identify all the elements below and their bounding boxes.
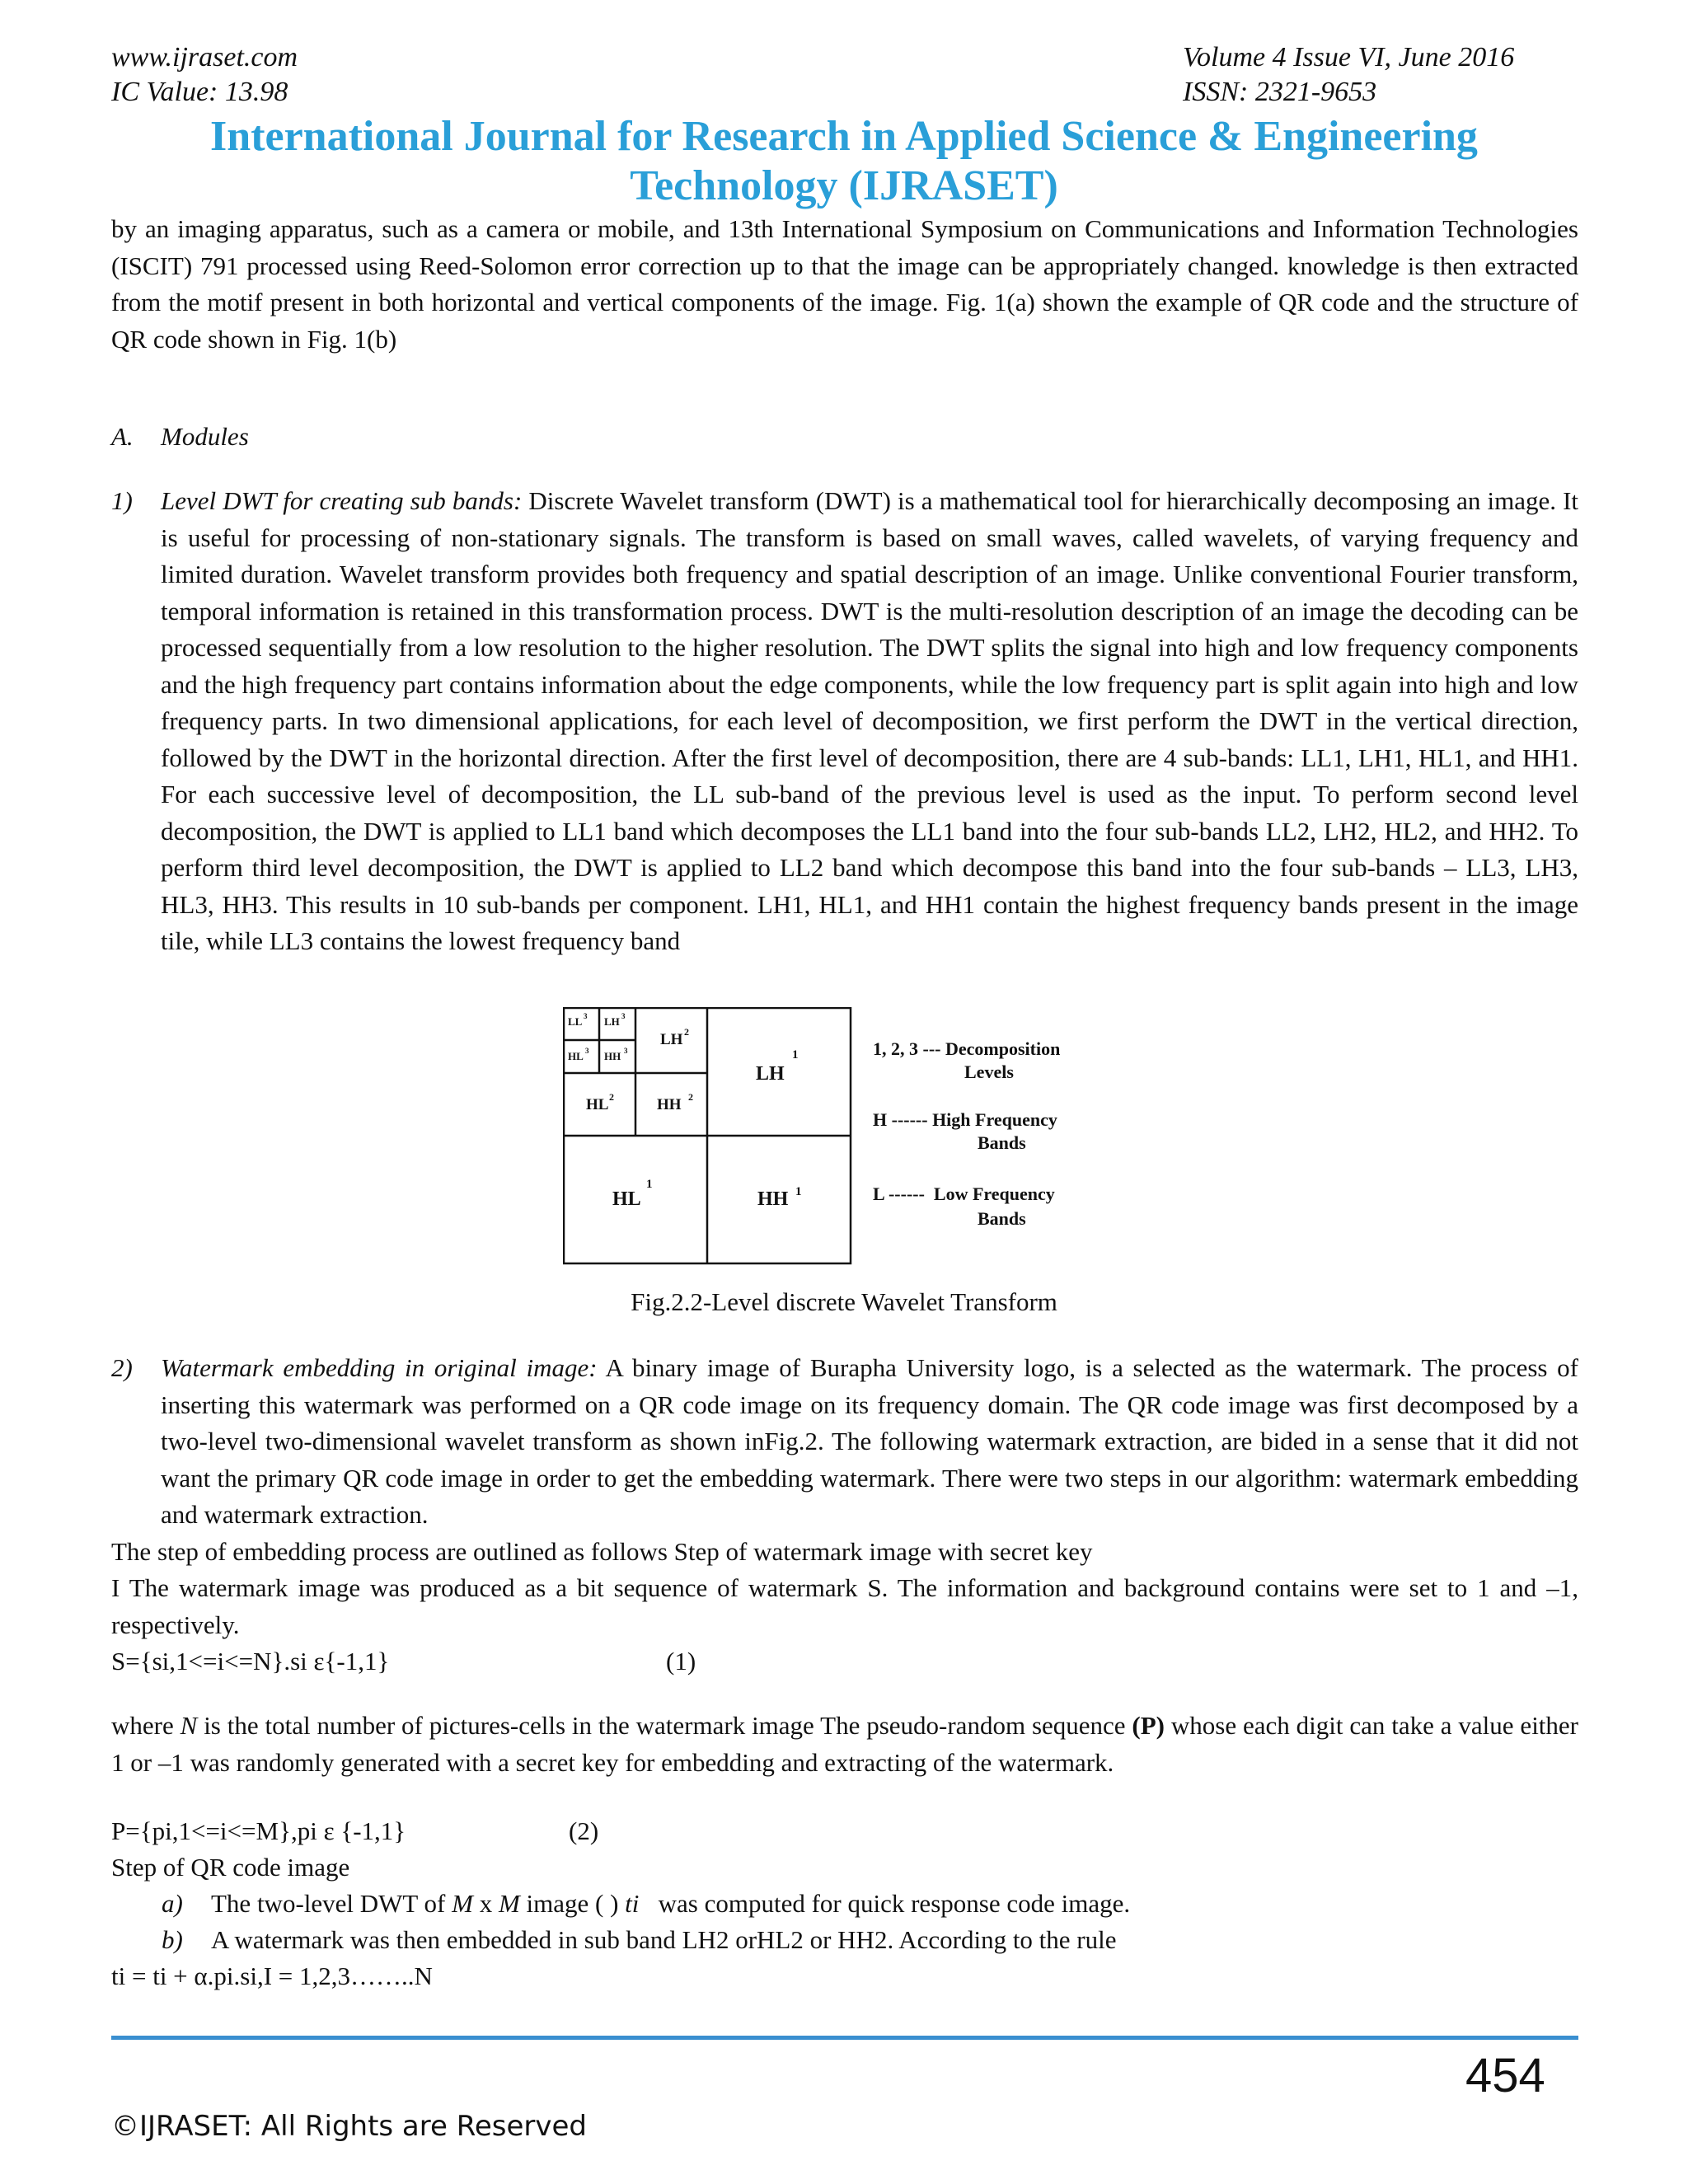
item-1-number: 1) xyxy=(111,486,133,515)
item-2-lead: Watermark embedding in original image: xyxy=(161,1353,598,1382)
equation-1: S={si,1<=i<=N}.si ε{-1,1} xyxy=(111,1647,390,1675)
cell-hl2: HL xyxy=(586,1096,609,1113)
cell-hl3-sup: 3 xyxy=(585,1047,589,1055)
cell-hl2-sup: 2 xyxy=(609,1091,614,1103)
where-text-a: where xyxy=(111,1711,181,1740)
step-a-text-1: The two-level DWT of xyxy=(211,1889,452,1918)
cell-lh3: LH xyxy=(604,1015,620,1028)
item-2 xyxy=(111,1350,1578,1534)
where-text-c: whose each digit can take a value either 1 or –1 was randomly generated with a secret key for embedding and extracting of the watermark. xyxy=(111,1711,1578,1777)
header-volume: Volume 4 Issue VI, June 2016 xyxy=(1183,42,1515,73)
cell-lh2: LH xyxy=(660,1031,683,1048)
journal-title-line2: Technology (IJRASET) xyxy=(630,162,1058,209)
where-text-b: is the total number of pictures-cells in the watermark image The pseudo-random sequence xyxy=(197,1711,1132,1740)
step-a-text-2: x xyxy=(472,1889,499,1918)
footer-copyright: ©IJRASET: All Rights are Reserved xyxy=(111,2110,587,2143)
cell-hl1: HL xyxy=(612,1188,641,1210)
header-ic-value: IC Value: 13.98 xyxy=(111,77,288,107)
cell-hh3: HH xyxy=(604,1050,621,1062)
legend-low-frequency: L ------ Low Frequency xyxy=(873,1183,1055,1204)
section-a-label: A. xyxy=(111,422,134,451)
item-2-body xyxy=(161,1350,1578,1534)
cell-lh1-sup: 1 xyxy=(792,1048,799,1062)
rule-equation: ti = ti + α.pi.si,I = 1,2,3……..N xyxy=(111,1961,433,1990)
cell-lh3-sup: 3 xyxy=(621,1012,626,1020)
item-1 xyxy=(111,483,1578,960)
step-qr-heading: Step of QR code image xyxy=(111,1853,350,1882)
legend-decomposition: 1, 2, 3 --- Decomposition xyxy=(873,1038,1061,1059)
cell-ll3-sup: 3 xyxy=(584,1012,588,1020)
step-a-m1: M xyxy=(452,1889,473,1918)
step-a-text-4: was computed for quick response code image. xyxy=(639,1889,1131,1918)
cell-hh2: HH xyxy=(657,1096,682,1113)
item-2-number: 2) xyxy=(111,1353,133,1382)
cell-hh3-sup: 3 xyxy=(624,1047,628,1055)
legend-high-frequency: H ------ High Frequency xyxy=(873,1109,1057,1130)
step-a-ti: ti xyxy=(625,1889,640,1918)
step-b-label: b) xyxy=(162,1925,183,1954)
header-issn: ISSN: 2321-9653 xyxy=(1183,77,1377,107)
step-a-label: a) xyxy=(162,1889,183,1918)
cell-hl1-sup: 1 xyxy=(646,1178,653,1191)
item-1-text: Discrete Wavelet transform (DWT) is a mathematical tool for hierarchically decomposing an image. It is useful for processing of non-stationary signals. The transform is based on small waves, called wavelets, of varying frequency and limited duration. Wavelet transform provides both frequency and spatial description of an image. Unlike conventional Fourier transform, temporal information is retained in this transformation process. DWT is the multi-resolution description of an image the decoding can be processed sequentially from a low resolution to the higher resolution. The DWT splits the signal into high and low frequency components and the high frequency part contains information about the edge components, while the low frequency part is split again into high and low frequency parts. In two dimensional applications, for each level of decomposition, we first perform the DWT in the vertical direction, followed by the DWT in the horizontal direction. After the first level of decomposition, there are 4 sub-bands: LL1, LH1, HL1, and HH1. For each successive level of decomposition, the LL sub-band of the previous level is used as the input. To perform second level decomposition, the DWT is applied to LL1 band which decomposes the LL1 band into the four sub-bands LL2, LH2, HL2, and HH2. To perform third level decomposition, the DWT is applied to LL2 band which decompose this band into the four sub-bands – LL3, LH3, HL3, HH3. This results in 10 sub-bands per component. LH1, HL1, and HH1 contain the highest frequency bands present in the image tile, while LL3 contains the lowest frequency band xyxy=(161,486,1579,955)
step-a-m2: M xyxy=(498,1889,520,1918)
equation-2: P={pi,1<=i<=M},pi ε {-1,1} xyxy=(111,1816,406,1845)
legend-low-bands: Bands xyxy=(978,1208,1026,1229)
item-2-text: A binary image of Burapha University logo, is a selected as the watermark. The process of inserting this watermark was performed on a QR code image on its frequency domain. The QR code image was first decomposed by a two-level two-dimensional wavelet transform as shown inFig.2. The following watermark extraction, are bided in a sense that it did not want the primary QR code image in order to get the embedding watermark. There were two steps in our algorithm: watermark embedding and watermark extraction. xyxy=(161,1353,1578,1529)
cell-hh2-sup: 2 xyxy=(688,1091,693,1103)
cell-lh1: LH xyxy=(756,1063,785,1085)
cell-hl3: HL xyxy=(568,1050,584,1062)
equation-2-number: (2) xyxy=(569,1816,599,1845)
where-p-symbol: (P) xyxy=(1132,1711,1165,1740)
step-intro: The step of embedding process are outlined as follows Step of watermark image with secret key xyxy=(111,1537,1093,1566)
where-paragraph xyxy=(111,1708,1578,1781)
cell-ll3: LL xyxy=(568,1015,583,1028)
where-n-symbol: N xyxy=(180,1711,198,1740)
step-b-text: A watermark was then embedded in sub band LH2 orHL2 or HH2. According to the rule xyxy=(211,1925,1117,1954)
equation-1-number: (1) xyxy=(666,1647,696,1675)
step-a-text-3: image ( ) xyxy=(519,1889,626,1918)
figure-caption: Fig.2.2-Level discrete Wavelet Transform xyxy=(631,1287,1057,1316)
cell-lh2-sup: 2 xyxy=(684,1026,689,1038)
header-website: www.ijraset.com xyxy=(111,42,298,73)
journal-title-line1: International Journal for Research in Applied Science & Engineering xyxy=(210,113,1478,160)
dwt-figure xyxy=(563,1007,1140,1273)
cell-hh1: HH xyxy=(757,1188,789,1210)
step-one-paragraph: I The watermark image was produced as a bit sequence of watermark S. The information and background contains were set to 1 and –1, respectively. xyxy=(111,1573,1578,1639)
intro-paragraph: by an imaging apparatus, such as a camera or mobile, and 13th International Symposium on Communications and Information Technologies (ISCIT) 791 processed using Reed-Solomon error correction up to that the image can be appropriately changed. knowledge is then extracted from the motif present in both horizontal and vertical components of the image. Fig. 1(a) shown the example of QR code and the structure of QR code shown in Fig. 1(b) xyxy=(111,214,1578,354)
legend-decomposition-levels: Levels xyxy=(964,1062,1014,1082)
footer-rule xyxy=(111,2036,1578,2040)
item-1-body xyxy=(161,483,1578,960)
dwt-decomposition-diagram xyxy=(563,1007,1140,1269)
legend-high-bands: Bands xyxy=(978,1132,1026,1153)
step-a-text xyxy=(211,1886,1130,1922)
section-a-title: Modules xyxy=(161,422,249,451)
item-1-lead: Level DWT for creating sub bands: xyxy=(161,486,523,515)
cell-hh1-sup: 1 xyxy=(795,1185,802,1198)
page-number: 454 xyxy=(1465,2049,1545,2102)
